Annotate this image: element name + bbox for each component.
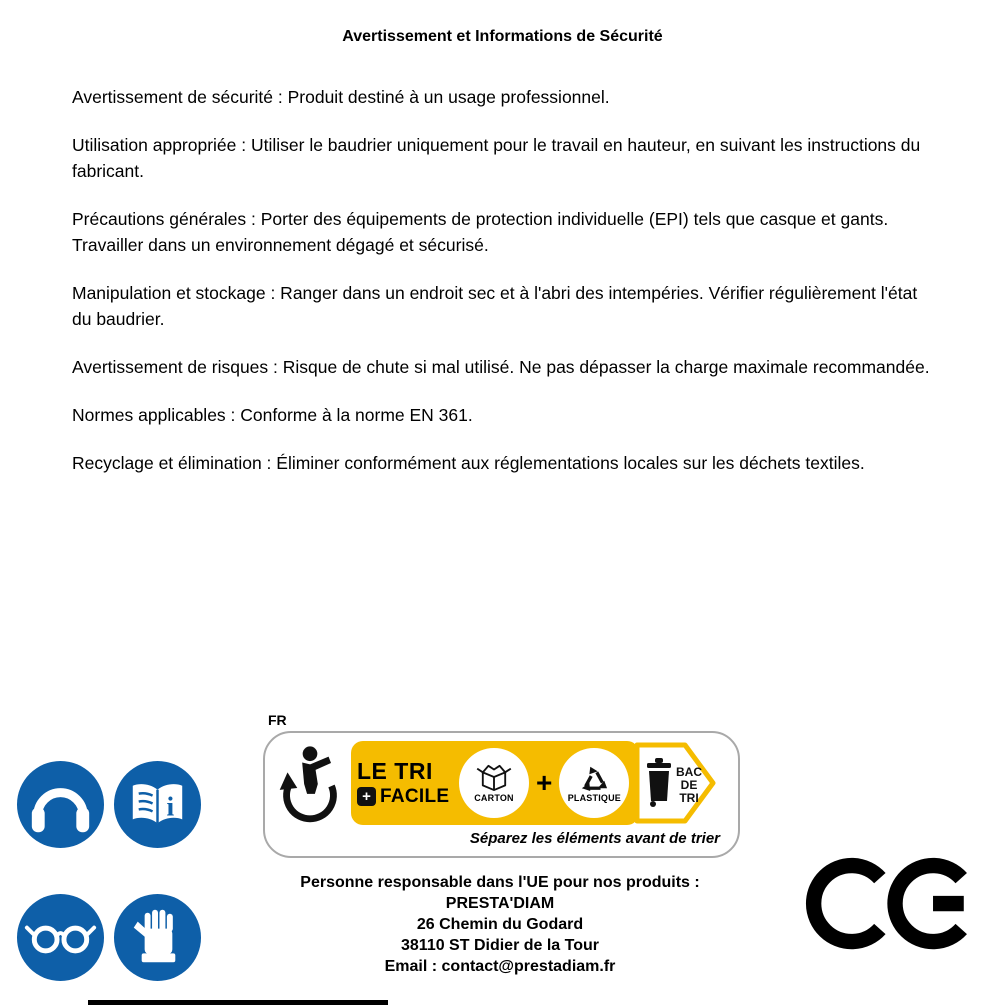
bin-tag-line: BAC (676, 765, 702, 779)
carton-material-badge (459, 748, 529, 818)
facile-text: FACILE (380, 785, 450, 807)
paragraph-handling-storage: Manipulation et stockage : Ranger dans un endroit sec et à l'abri des intempéries. Vérifier régulièrement l'état du baudrier. (72, 283, 918, 329)
triman-recycling-icon (273, 743, 347, 829)
bin-tag-line: DE (680, 778, 698, 792)
info-letter: i (166, 790, 175, 822)
protective-gloves-icon (113, 893, 202, 982)
plastique-material-badge (559, 748, 629, 818)
plastique-label: PLASTIQUE (567, 793, 622, 803)
contact-email: Email : contact@prestadiam.fr (384, 958, 616, 975)
country-code-label: FR (268, 712, 287, 728)
paragraph-standards: Normes applicables : Conforme à la norme EN 361. (72, 405, 473, 425)
paragraph-appropriate-use: Utilisation appropriée : Utiliser le baudrier uniquement pour le travail en hauteur, en suivant les instructions du fabricant. (72, 135, 921, 181)
ear-protection-icon (16, 760, 105, 849)
paragraph-risk-warning: Avertissement de risques : Risque de chute si mal utilisé. Ne pas dépasser la charge maximale recommandée. (72, 357, 930, 377)
safety-text-block (72, 84, 930, 498)
address-line-1: 26 Chemin du Godard (416, 916, 584, 933)
responsible-person-line: Personne responsable dans l'UE pour nos produits : (300, 874, 700, 891)
sorting-bin-tag (635, 739, 717, 827)
page-title: Avertissement et Informations de Sécurité (342, 28, 663, 45)
address-line-2: 38110 ST Didier de la Tour (401, 937, 599, 954)
le-tri-facile-logo (357, 759, 453, 806)
bin-tag-line: TRI (679, 791, 699, 805)
plus-separator: + (536, 767, 553, 798)
paragraph-safety-warning: Avertissement de sécurité : Produit destiné à un usage professionnel. (72, 87, 610, 107)
le-tri-facile-band (351, 741, 639, 825)
carton-label: CARTON (474, 793, 514, 803)
read-manual-icon (113, 760, 202, 849)
company-name: PRESTA'DIAM (445, 895, 555, 912)
cropped-bottom-element (88, 1000, 388, 1005)
plus-icon: + (357, 787, 376, 806)
paragraph-recycling: Recyclage et élimination : Éliminer conformément aux réglementations locales sur les déchets textiles. (72, 453, 865, 473)
recycling-triangle-icon (577, 763, 611, 791)
cardboard-box-icon (474, 763, 514, 791)
ce-marking-icon (800, 852, 972, 956)
eu-responsible-contact-block (250, 872, 750, 977)
paragraph-general-precautions: Précautions générales : Porter des équipements de protection individuelle (EPI) tels que casque et gants. Travailler dans un environnement dégagé et sécurisé. (72, 209, 889, 255)
eye-protection-icon (16, 893, 105, 982)
sorting-tagline: Séparez les éléments avant de trier (469, 830, 720, 847)
recycling-sorting-banner (263, 731, 740, 858)
le-tri-text: LE TRI (357, 758, 433, 785)
mandatory-safety-icons (16, 760, 202, 982)
